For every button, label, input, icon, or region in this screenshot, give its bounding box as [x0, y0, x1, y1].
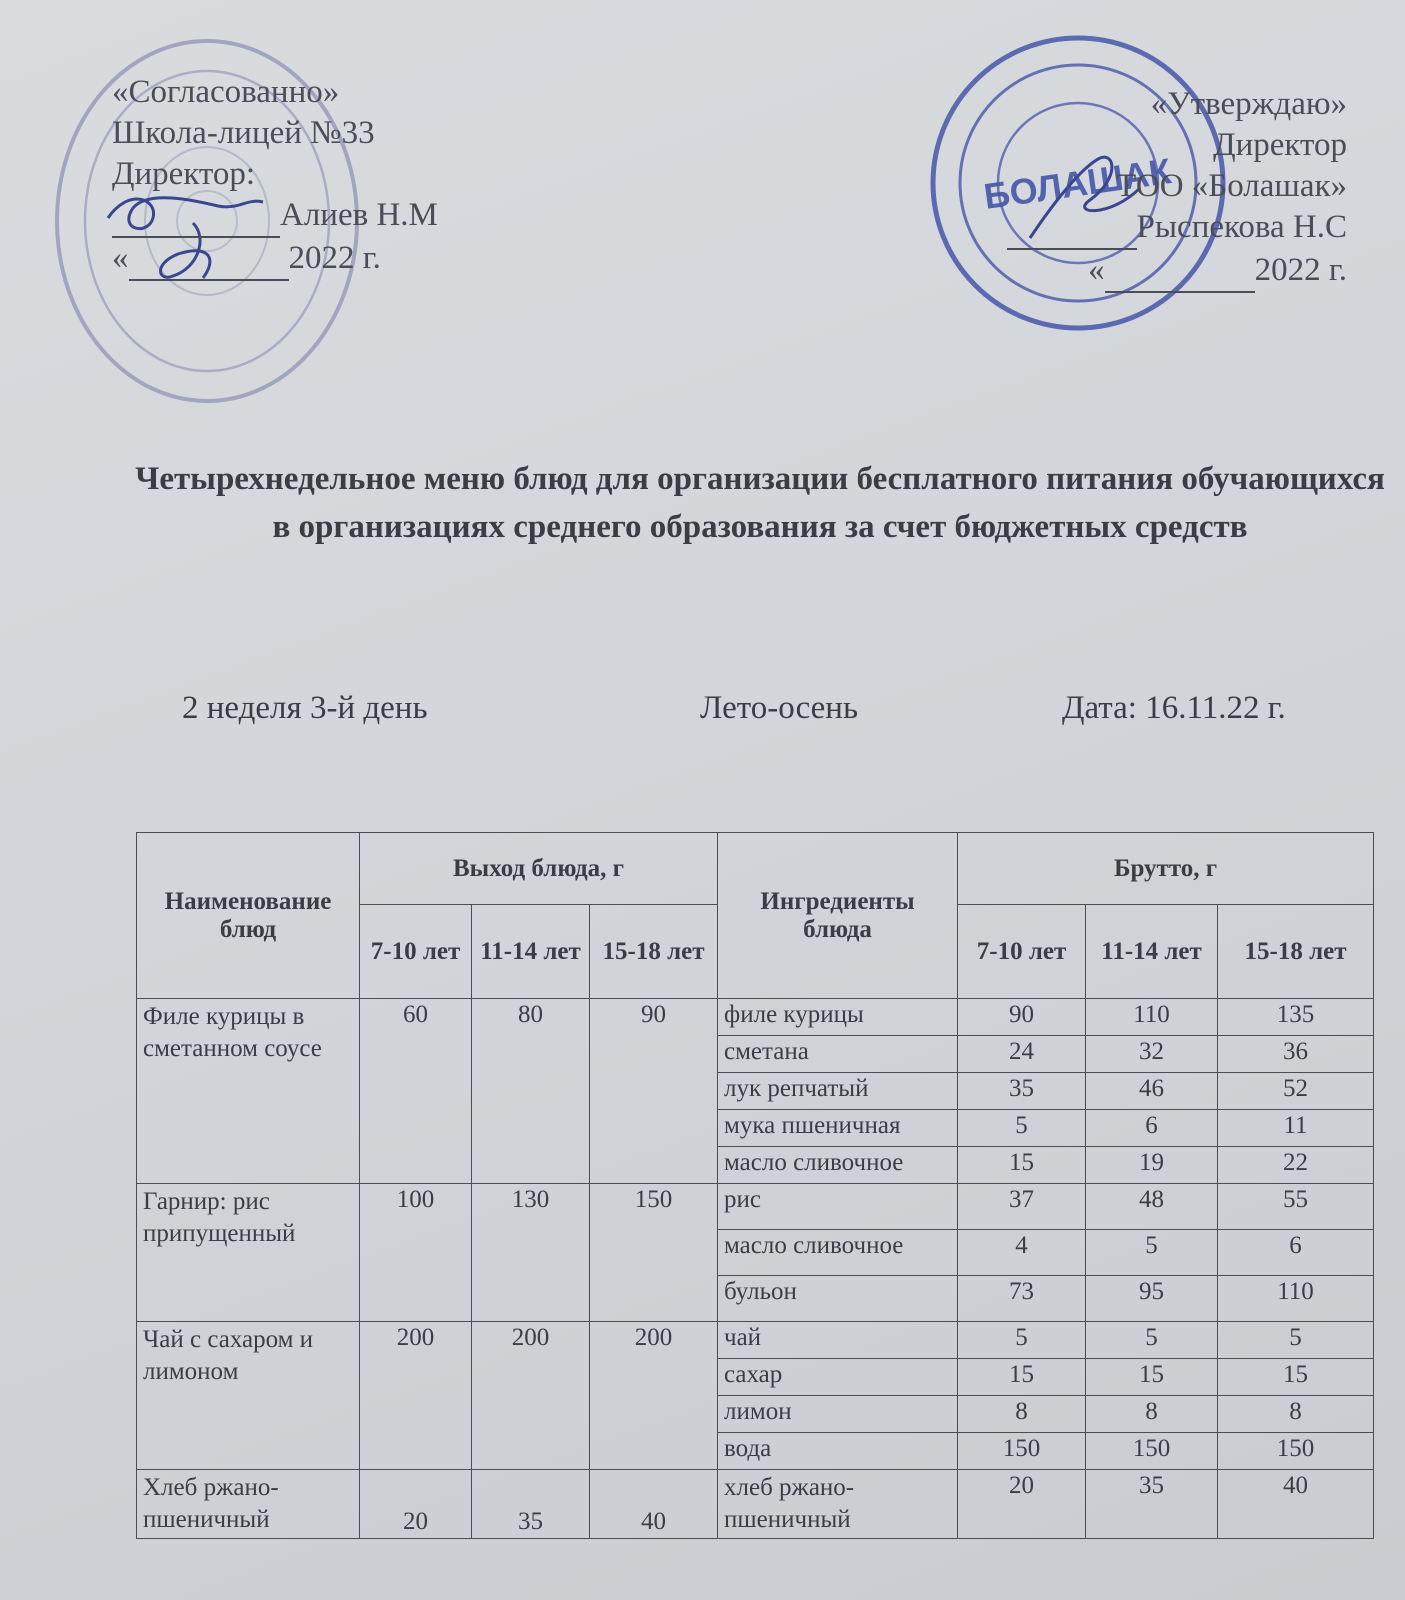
header-gross-age: 15-18 лет	[1218, 905, 1374, 999]
date-blank	[1105, 250, 1255, 293]
header-gross-age: 11-14 лет	[1086, 905, 1218, 999]
ingredient-name: бульон	[718, 1276, 958, 1322]
date-quote: «	[1088, 252, 1105, 288]
gross-15-18: 55	[1218, 1184, 1374, 1230]
header-dish-name: Наименование блюд	[137, 833, 360, 999]
dish-output-7-10: 60	[360, 999, 472, 1184]
date-blank	[129, 238, 289, 281]
gross-7-10: 35	[958, 1073, 1086, 1110]
dish-output-11-14: 35	[472, 1470, 590, 1539]
gross-11-14: 95	[1086, 1276, 1218, 1322]
header-output-age: 15-18 лет	[590, 905, 718, 999]
left-approval-block	[112, 72, 438, 281]
right-approval-name-line	[1007, 207, 1347, 250]
gross-15-18: 11	[1218, 1110, 1374, 1147]
gross-11-14: 6	[1086, 1110, 1218, 1147]
gross-15-18: 135	[1218, 999, 1374, 1036]
ingredient-name: хлеб ржано-пшеничный	[718, 1470, 958, 1539]
dish-output-15-18: 200	[590, 1322, 718, 1470]
dish-output-11-14: 130	[472, 1184, 590, 1322]
gross-11-14: 150	[1086, 1433, 1218, 1470]
right-approval-org: ТОО «Болашак»	[1116, 168, 1347, 204]
gross-7-10: 8	[958, 1396, 1086, 1433]
ingredient-name: чай	[718, 1322, 958, 1359]
gross-7-10: 150	[958, 1433, 1086, 1470]
ingredient-name: мука пшеничная	[718, 1110, 958, 1147]
ingredient-name: сметана	[718, 1036, 958, 1073]
gross-15-18: 52	[1218, 1073, 1374, 1110]
right-approval-year: 2022 г.	[1254, 252, 1347, 288]
document-title: Четырехнедельное меню блюд для организации бесплатного питания обучающихся в организациях среднего образования за счет бюджетных средств	[135, 461, 1385, 545]
table-row	[137, 1470, 1374, 1539]
header-output-age: 11-14 лет	[472, 905, 590, 999]
date-quote: «	[112, 240, 129, 276]
gross-11-14: 46	[1086, 1073, 1218, 1110]
table-row	[137, 1322, 1374, 1359]
gross-15-18: 15	[1218, 1359, 1374, 1396]
right-approval-title: «Утверждаю»	[1150, 86, 1347, 122]
gross-7-10: 24	[958, 1036, 1086, 1073]
ingredient-name: сахар	[718, 1359, 958, 1396]
gross-11-14: 35	[1086, 1470, 1218, 1539]
signature-blank	[112, 195, 280, 238]
left-approval-name-line	[112, 195, 438, 238]
dish-output-7-10: 100	[360, 1184, 472, 1322]
table-row	[137, 999, 1374, 1036]
ingredient-name: вода	[718, 1433, 958, 1470]
left-approval-org: Школа-лицей №33	[112, 115, 375, 151]
dish-output-7-10: 20	[360, 1470, 472, 1539]
gross-7-10: 37	[958, 1184, 1086, 1230]
gross-15-18: 36	[1218, 1036, 1374, 1073]
season-label: Лето-осень	[700, 690, 859, 726]
gross-11-14: 48	[1086, 1184, 1218, 1230]
gross-7-10: 5	[958, 1110, 1086, 1147]
gross-11-14: 5	[1086, 1230, 1218, 1276]
header-gross: Брутто, г	[958, 833, 1374, 905]
gross-11-14: 19	[1086, 1147, 1218, 1184]
left-approval-title: «Согласованно»	[112, 74, 340, 110]
dish-name: Филе курицы в сметанном соусе	[137, 999, 360, 1184]
gross-7-10: 73	[958, 1276, 1086, 1322]
gross-15-18: 5	[1218, 1322, 1374, 1359]
gross-7-10: 4	[958, 1230, 1086, 1276]
ingredient-name: лук репчатый	[718, 1073, 958, 1110]
ingredient-name: масло сливочное	[718, 1147, 958, 1184]
dish-name: Чай с сахаром и лимоном	[137, 1322, 360, 1470]
gross-11-14: 8	[1086, 1396, 1218, 1433]
gross-7-10: 15	[958, 1147, 1086, 1184]
left-approval-date-line	[112, 238, 438, 281]
left-approval-name: Алиев Н.М	[280, 197, 438, 233]
gross-7-10: 20	[958, 1470, 1086, 1539]
gross-7-10: 5	[958, 1322, 1086, 1359]
gross-15-18: 110	[1218, 1276, 1374, 1322]
dish-name: Хлеб ржано-пшеничный	[137, 1470, 360, 1539]
gross-11-14: 5	[1086, 1322, 1218, 1359]
gross-11-14: 15	[1086, 1359, 1218, 1396]
gross-15-18: 150	[1218, 1433, 1374, 1470]
menu-table	[136, 832, 1374, 1539]
ingredient-name: масло сливочное	[718, 1230, 958, 1276]
gross-15-18: 8	[1218, 1396, 1374, 1433]
dish-output-15-18: 90	[590, 999, 718, 1184]
gross-15-18: 40	[1218, 1470, 1374, 1539]
left-approval-year: 2022 г.	[288, 240, 381, 276]
right-approval-role: Директор	[1213, 127, 1347, 163]
header-output: Выход блюда, г	[360, 833, 718, 905]
gross-7-10: 90	[958, 999, 1086, 1036]
date-label: Дата: 16.11.22 г.	[1062, 690, 1286, 726]
stamp-center-text: БОЛАШАК	[981, 150, 1174, 217]
signature-blank	[1007, 207, 1137, 250]
header-gross-age: 7-10 лет	[958, 905, 1086, 999]
ingredient-name: филе курицы	[718, 999, 958, 1036]
ingredient-name: лимон	[718, 1396, 958, 1433]
right-approval-name: Рыспекова Н.С	[1136, 209, 1347, 245]
gross-11-14: 110	[1086, 999, 1218, 1036]
week-day-label: 2 неделя 3-й день	[182, 690, 428, 726]
header-row-1	[137, 833, 1374, 905]
dish-name: Гарнир: рис припущенный	[137, 1184, 360, 1322]
dish-output-11-14: 80	[472, 999, 590, 1184]
right-approval-block	[1007, 84, 1347, 293]
gross-15-18: 6	[1218, 1230, 1374, 1276]
right-approval-date-line	[1007, 250, 1347, 293]
left-approval-role: Директор:	[112, 156, 256, 192]
gross-15-18: 22	[1218, 1147, 1374, 1184]
header-ingredients: Ингредиенты блюда	[718, 833, 958, 999]
dish-output-15-18: 150	[590, 1184, 718, 1322]
gross-11-14: 32	[1086, 1036, 1218, 1073]
gross-7-10: 15	[958, 1359, 1086, 1396]
ingredient-name: рис	[718, 1184, 958, 1230]
dish-output-7-10: 200	[360, 1322, 472, 1470]
dish-output-15-18: 40	[590, 1470, 718, 1539]
header-output-age: 7-10 лет	[360, 905, 472, 999]
table-row	[137, 1184, 1374, 1230]
dish-output-11-14: 200	[472, 1322, 590, 1470]
